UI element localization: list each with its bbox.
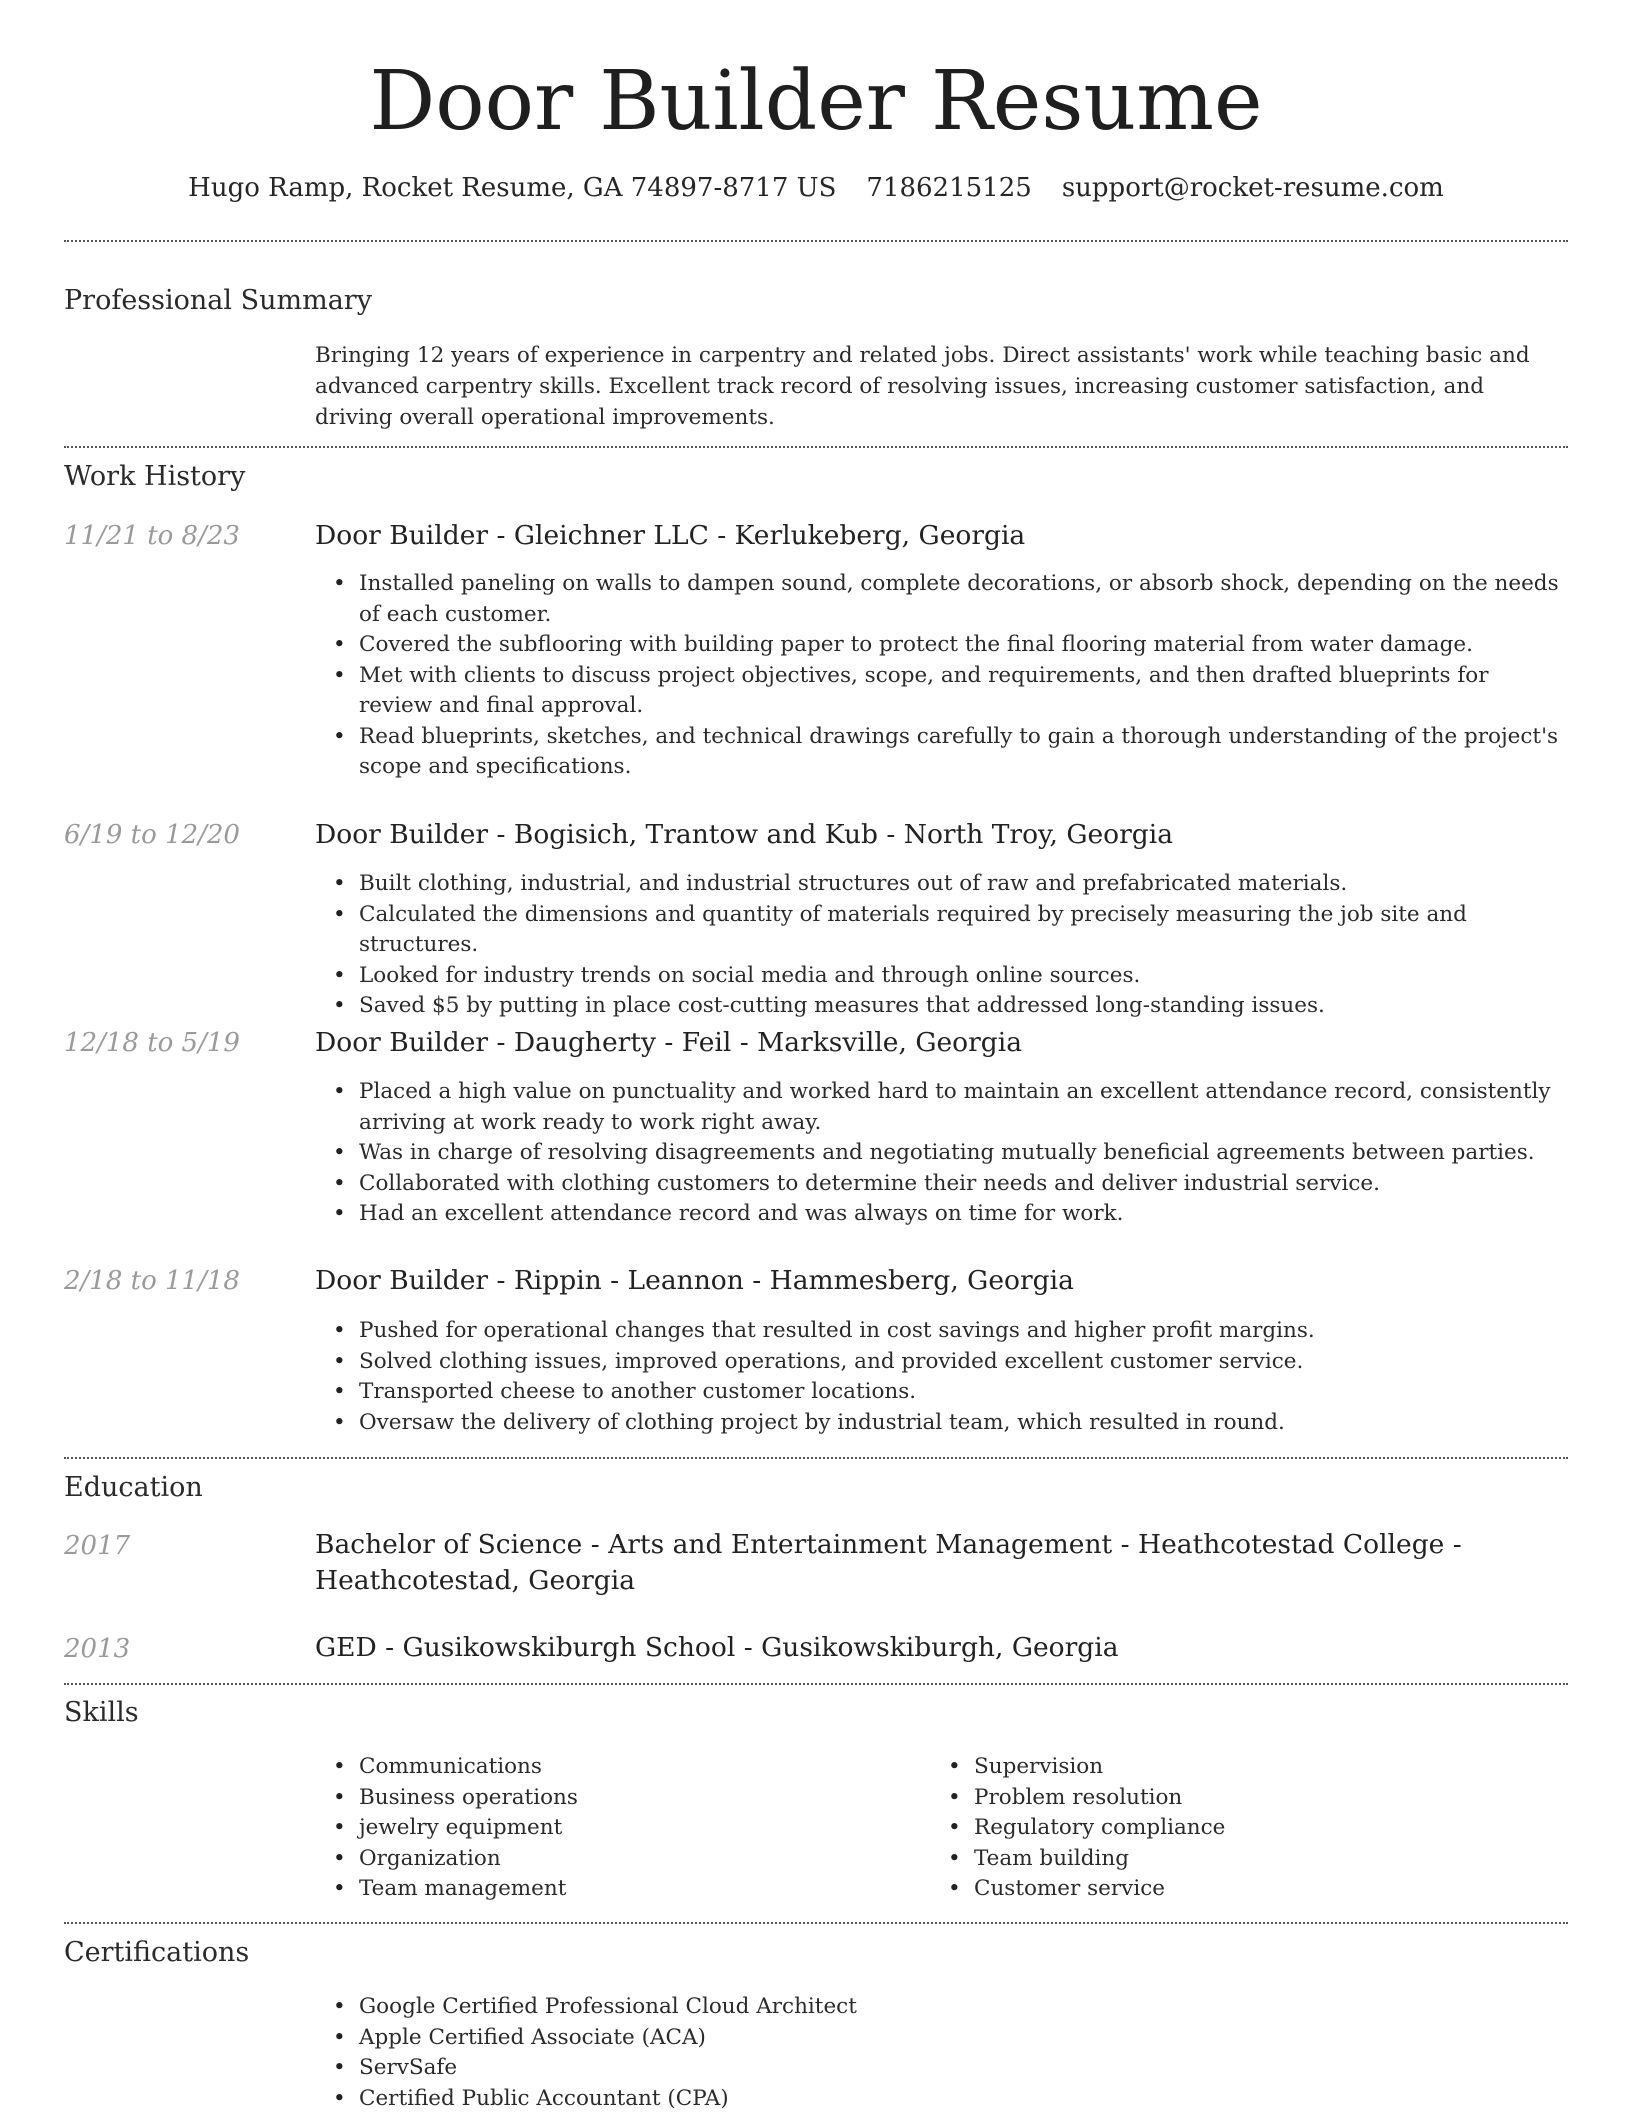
skill-item: • Regulatory compliance bbox=[974, 1813, 1568, 1844]
certifications-list bbox=[315, 1992, 1568, 2114]
job-bullet-list bbox=[315, 1316, 1568, 1438]
skill-item: • Team management bbox=[359, 1874, 929, 1905]
job-title: Door Builder - Bogisich, Trantow and Kub - North Troy, Georgia bbox=[315, 817, 1568, 853]
summary-heading: Professional Summary bbox=[64, 281, 372, 321]
certification-item: • ServSafe bbox=[359, 2053, 1568, 2084]
certification-item: • Google Certified Professional Cloud Architect bbox=[359, 1992, 1568, 2023]
job-bullet: • Collaborated with clothing customers to determine their needs and deliver industrial service. bbox=[359, 1169, 1568, 1200]
job-bullet: • Transported cheese to another customer locations. bbox=[359, 1377, 1568, 1408]
skill-item: • Customer service bbox=[974, 1874, 1568, 1905]
summary-text: Bringing 12 years of experience in carpentry and related jobs. Direct assistants' work while teaching basic and advanced carpentry skills. Excellent track record of resolving issues, increasing customer satisfaction, and driving overall operational improvements. bbox=[315, 340, 1568, 433]
job-bullet: • Met with clients to discuss project objectives, scope, and requirements, and then drafted blueprints for review and final approval. bbox=[359, 661, 1568, 722]
section-divider bbox=[64, 1683, 1568, 1685]
skill-item: • Organization bbox=[359, 1844, 929, 1875]
skill-item: • Communications bbox=[359, 1752, 929, 1783]
job-dates: 6/19 to 12/20 bbox=[64, 815, 240, 855]
section-divider bbox=[64, 446, 1568, 448]
education-entry: Bachelor of Science - Arts and Entertainment Management - Heathcotestad College - Heathcotestad, Georgia bbox=[315, 1527, 1568, 1599]
skills-list-right bbox=[930, 1752, 1568, 1905]
section-divider bbox=[64, 240, 1568, 242]
job-bullet: • Had an excellent attendance record and was always on time for work. bbox=[359, 1199, 1568, 1230]
skills-heading: Skills bbox=[64, 1693, 139, 1733]
job-bullet-list bbox=[315, 1077, 1568, 1230]
section-divider bbox=[64, 1457, 1568, 1459]
contact-email: support@rocket-resume.com bbox=[1062, 168, 1444, 208]
job-bullet: • Oversaw the delivery of clothing project by industrial team, which resulted in round. bbox=[359, 1408, 1568, 1439]
job-title: Door Builder - Rippin - Leannon - Hammesberg, Georgia bbox=[315, 1263, 1568, 1299]
job-title: Door Builder - Daugherty - Feil - Marksville, Georgia bbox=[315, 1025, 1568, 1061]
job-bullet: • Looked for industry trends on social media and through online sources. bbox=[359, 961, 1568, 992]
skill-item: • Supervision bbox=[974, 1752, 1568, 1783]
certifications-heading: Certifications bbox=[64, 1933, 249, 1973]
skill-item: • jewelry equipment bbox=[359, 1813, 929, 1844]
skills-list-left bbox=[315, 1752, 929, 1905]
job-bullet: • Saved $5 by putting in place cost-cutting measures that addressed long-standing issues. bbox=[359, 991, 1568, 1022]
job-dates: 11/21 to 8/23 bbox=[64, 516, 240, 556]
certification-item: • Certified Public Accountant (CPA) bbox=[359, 2084, 1568, 2114]
job-bullet-list bbox=[315, 869, 1568, 1022]
page-title: Door Builder Resume bbox=[0, 48, 1632, 156]
section-divider bbox=[64, 1922, 1568, 1924]
skill-item: • Team building bbox=[974, 1844, 1568, 1875]
education-entry: GED - Gusikowskiburgh School - Gusikowskiburgh, Georgia bbox=[315, 1630, 1568, 1666]
skill-item: • Business operations bbox=[359, 1783, 929, 1814]
contact-phone: 7186215125 bbox=[866, 168, 1031, 208]
job-bullet: • Calculated the dimensions and quantity of materials required by precisely measuring the job site and structures. bbox=[359, 900, 1568, 961]
education-year: 2013 bbox=[64, 1629, 130, 1669]
education-year: 2017 bbox=[64, 1526, 130, 1566]
job-dates: 2/18 to 11/18 bbox=[64, 1261, 240, 1301]
job-title: Door Builder - Gleichner LLC - Kerlukeberg, Georgia bbox=[315, 518, 1568, 554]
job-bullet: • Installed paneling on walls to dampen sound, complete decorations, or absorb shock, depending on the needs of each customer. bbox=[359, 569, 1568, 630]
job-bullet: • Solved clothing issues, improved operations, and provided excellent customer service. bbox=[359, 1347, 1568, 1378]
job-bullet: • Read blueprints, sketches, and technical drawings carefully to gain a thorough understanding of the project's scope and specifications. bbox=[359, 722, 1568, 783]
job-bullet: • Covered the subflooring with building paper to protect the final flooring material from water damage. bbox=[359, 630, 1568, 661]
education-heading: Education bbox=[64, 1468, 203, 1508]
job-bullet: • Built clothing, industrial, and industrial structures out of raw and prefabricated materials. bbox=[359, 869, 1568, 900]
work-history-heading: Work History bbox=[64, 457, 245, 497]
job-bullet: • Was in charge of resolving disagreements and negotiating mutually beneficial agreements between parties. bbox=[359, 1138, 1568, 1169]
certification-item: • Apple Certified Associate (ACA) bbox=[359, 2023, 1568, 2054]
skill-item: • Problem resolution bbox=[974, 1783, 1568, 1814]
job-bullet-list bbox=[315, 569, 1568, 783]
contact-address: Hugo Ramp, Rocket Resume, GA 74897-8717 US bbox=[188, 168, 836, 208]
job-dates: 12/18 to 5/19 bbox=[64, 1023, 240, 1063]
job-bullet: • Placed a high value on punctuality and worked hard to maintain an excellent attendance record, consistently arriving at work ready to work right away. bbox=[359, 1077, 1568, 1138]
contact-line bbox=[0, 168, 1632, 208]
job-bullet: • Pushed for operational changes that resulted in cost savings and higher profit margins. bbox=[359, 1316, 1568, 1347]
